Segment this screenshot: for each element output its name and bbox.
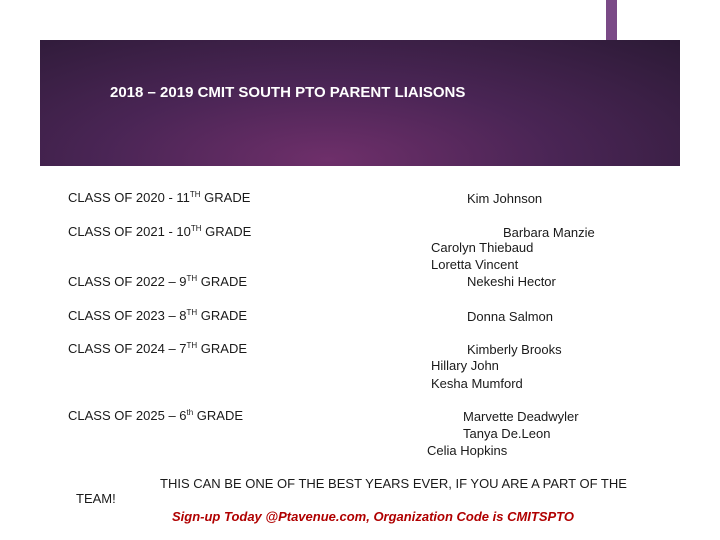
liaison-name: Kimberly Brooks <box>467 342 562 357</box>
liaison-name: Nekeshi Hector <box>467 274 556 289</box>
liaison-name: Donna Salmon <box>467 309 553 324</box>
liaison-name: Loretta Vincent <box>431 257 519 272</box>
title-banner <box>40 40 680 166</box>
footer-message: THIS CAN BE ONE OF THE BEST YEARS EVER, IF YOU ARE A PART OF THE <box>160 476 627 491</box>
liaison-name: Barbara Manzie <box>503 225 595 240</box>
liaison-name: Tanya De.Leon <box>463 426 551 441</box>
liaison-name: Hillary John <box>431 358 499 373</box>
class-2024-label: CLASS OF 2024 – 7TH GRADE <box>68 341 248 356</box>
signup-message: Sign-up Today @Ptavenue.com, Organization Code is CMITSPTO <box>172 509 574 524</box>
class-2023-label: CLASS OF 2023 – 8TH GRADE <box>68 308 248 323</box>
class-2021-label: CLASS OF 2021 - 10TH GRADE <box>68 224 252 239</box>
liaison-name: Carolyn Thiebaud <box>431 240 534 255</box>
class-2025-label: CLASS OF 2025 – 6th GRADE <box>68 408 244 423</box>
liaison-name: Marvette Deadwyler <box>463 409 579 424</box>
class-2020-label: CLASS OF 2020 - 11TH GRADE <box>68 190 251 205</box>
footer-message-end: TEAM! <box>76 491 116 506</box>
liaison-name: Kim Johnson <box>467 191 543 206</box>
liaison-name: Kesha Mumford <box>431 376 523 391</box>
accent-bar <box>606 0 617 40</box>
class-2022-label: CLASS OF 2022 – 9TH GRADE <box>68 274 248 289</box>
liaison-name: Celia Hopkins <box>427 443 508 458</box>
page-title: 2018 – 2019 CMIT SOUTH PTO PARENT LIAISONS <box>110 84 466 101</box>
